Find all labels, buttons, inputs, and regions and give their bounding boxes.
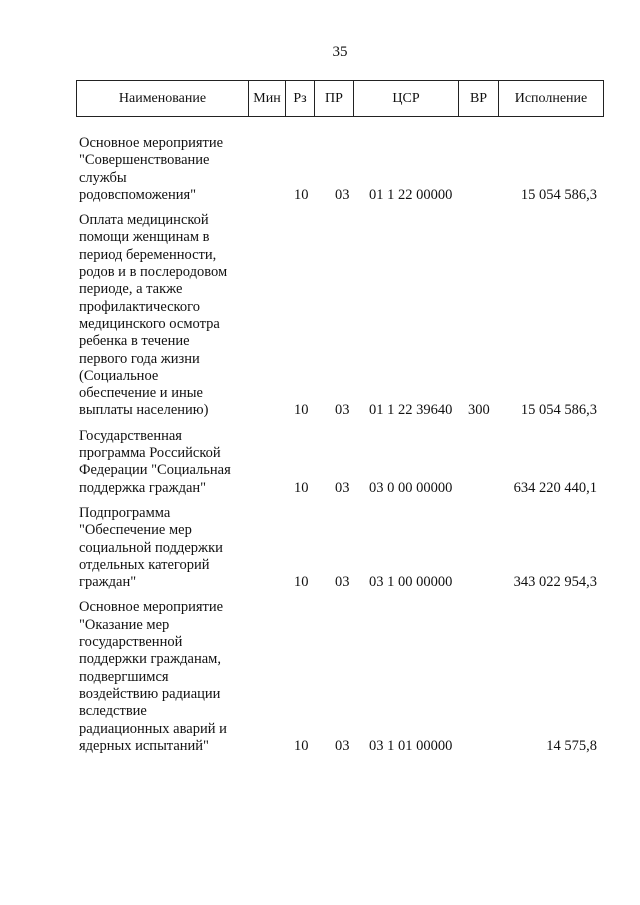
row-name: Основное мероприятие "Оказание мер государственной поддержки гражданам, подвергшимся воздействию радиации вследствие радиационных аварий и ядерных испытаний" [79, 599, 227, 754]
row-rz: 10 [294, 737, 309, 754]
row-csr: 03 1 01 00000 [369, 737, 453, 754]
row-csr: 03 0 00 00000 [369, 479, 453, 496]
row-amount: 634 220 440,1 [513, 479, 597, 496]
row-amount: 15 054 586,3 [520, 402, 597, 419]
page-number: 35 [332, 44, 348, 60]
row-rz: 10 [294, 574, 309, 591]
header-name: Наименование [77, 81, 249, 117]
table-header [76, 80, 604, 117]
header-min: Мин [249, 81, 286, 117]
row-pr: 03 [335, 479, 350, 496]
row-pr: 03 [335, 186, 350, 203]
row-amount: 15 054 586,3 [520, 186, 597, 203]
row-amount: 14 575,8 [546, 737, 597, 754]
row-name: Оплата медицинской помощи женщинам в период беременности, родов и в послеродовом периоде, а также профилактического медицинского осмотра ребенка в течение первого года жизни (Социальное обеспечение и иные выплаты населению) [79, 212, 228, 419]
row-name: Основное мероприятие "Совершенствование службы родовспоможения" [79, 135, 224, 203]
row-rz: 10 [294, 186, 309, 203]
header-amount: Исполнение [499, 81, 604, 117]
row-pr: 03 [335, 402, 350, 419]
table-row [79, 212, 609, 420]
row-name: Государственная программа Российской Федерации "Социальная поддержка граждан" [79, 427, 231, 496]
header-csr: ЦСР [354, 81, 459, 117]
table-row [79, 505, 609, 591]
header-pr: ПР [315, 81, 354, 117]
header-rz: Рз [286, 81, 315, 117]
row-csr: 03 1 00 00000 [369, 574, 453, 591]
row-amount: 343 022 954,3 [513, 574, 597, 591]
row-csr: 01 1 22 39640 [369, 402, 453, 419]
row-rz: 10 [294, 402, 309, 419]
row-csr: 01 1 22 00000 [369, 186, 453, 203]
table-row [79, 599, 609, 755]
table-row [79, 135, 609, 204]
header-vr: ВР [459, 81, 499, 117]
row-name: Подпрограмма "Обеспечение мер социальной поддержки отдельных категорий граждан" [79, 504, 223, 591]
table-row [79, 428, 609, 497]
row-rz: 10 [294, 479, 309, 496]
row-pr: 03 [335, 574, 350, 591]
row-pr: 03 [335, 737, 350, 754]
table-body [79, 135, 609, 763]
row-vr: 300 [468, 402, 490, 419]
